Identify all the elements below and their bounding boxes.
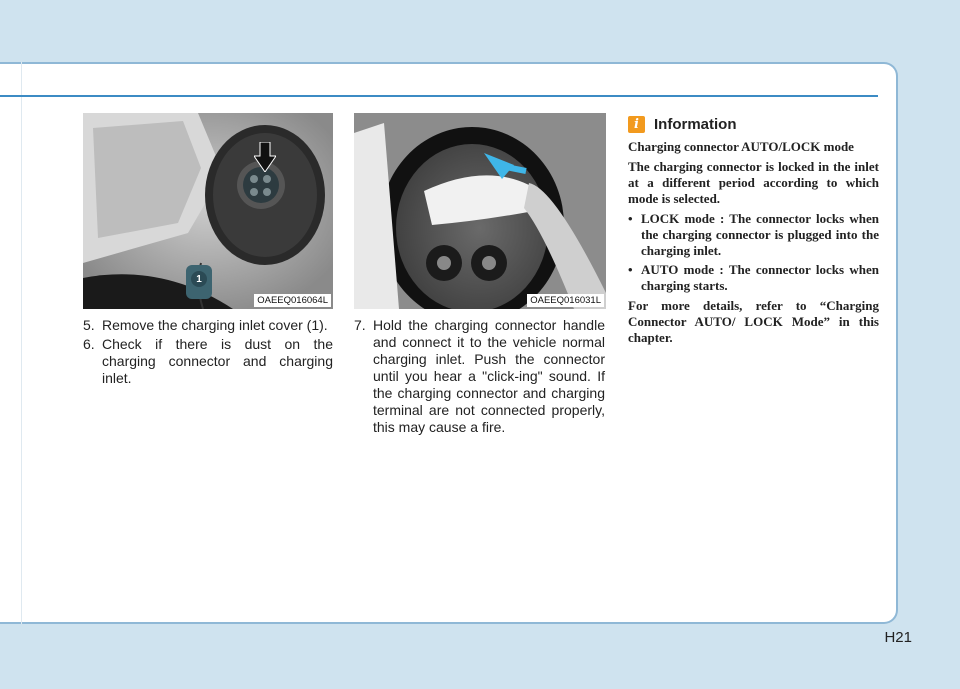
info-body (628, 139, 879, 350)
info-title: Information (654, 116, 737, 133)
figure-code: OAEEQ016031L (527, 294, 604, 307)
steps-right (354, 317, 605, 438)
info-intro: The charging connector is locked in the inlet at a different period according to which mode is selected. (628, 159, 879, 206)
bullet-dot: • (628, 211, 633, 226)
figure-charging-connector (354, 113, 606, 309)
info-footer: For more details, refer to “Charging Connector AUTO/ LOCK Mode” in this chapter. (628, 298, 879, 345)
info-icon: i (628, 116, 645, 133)
down-arrow-icon (254, 142, 276, 172)
info-bullet (628, 262, 879, 294)
figure-code: OAEEQ016064L (254, 294, 331, 307)
step-item (83, 317, 333, 334)
step-text: Hold the charging connector handle and connect it to the vehicle normal charging inlet. Push the connector until you hear a "click-ing" sound. If the charging connector and charging terminal are not connected properly, this may cause a fire. (373, 317, 605, 435)
page-number: H21 (884, 629, 912, 646)
header-rule (0, 95, 878, 97)
step-text: Check if there is dust on the charging connector and charging inlet. (102, 336, 333, 386)
info-bullet-text: AUTO mode : The connector locks when charging starts. (641, 262, 879, 293)
step-number: 5. (83, 317, 95, 333)
figure-charging-inlet-cover (83, 113, 333, 309)
info-subtitle: Charging connector AUTO/LOCK mode (628, 139, 854, 154)
steps-left (83, 317, 333, 389)
step-number: 6. (83, 336, 95, 352)
page-margin-line (21, 62, 22, 624)
info-bullet-text: LOCK mode : The connector locks when the charging connector is plugged into the charging inlet. (641, 211, 879, 258)
step-item (83, 336, 333, 387)
info-bullet (628, 211, 879, 259)
info-bullet-list (628, 211, 879, 294)
callout-badge: 1 (191, 271, 207, 287)
info-header (628, 116, 737, 133)
step-text: Remove the charging inlet cover (1). (102, 317, 328, 333)
bullet-dot: • (628, 262, 633, 277)
step-number: 7. (354, 317, 366, 333)
step-item (354, 317, 605, 436)
charging-connector-photo (354, 113, 606, 309)
